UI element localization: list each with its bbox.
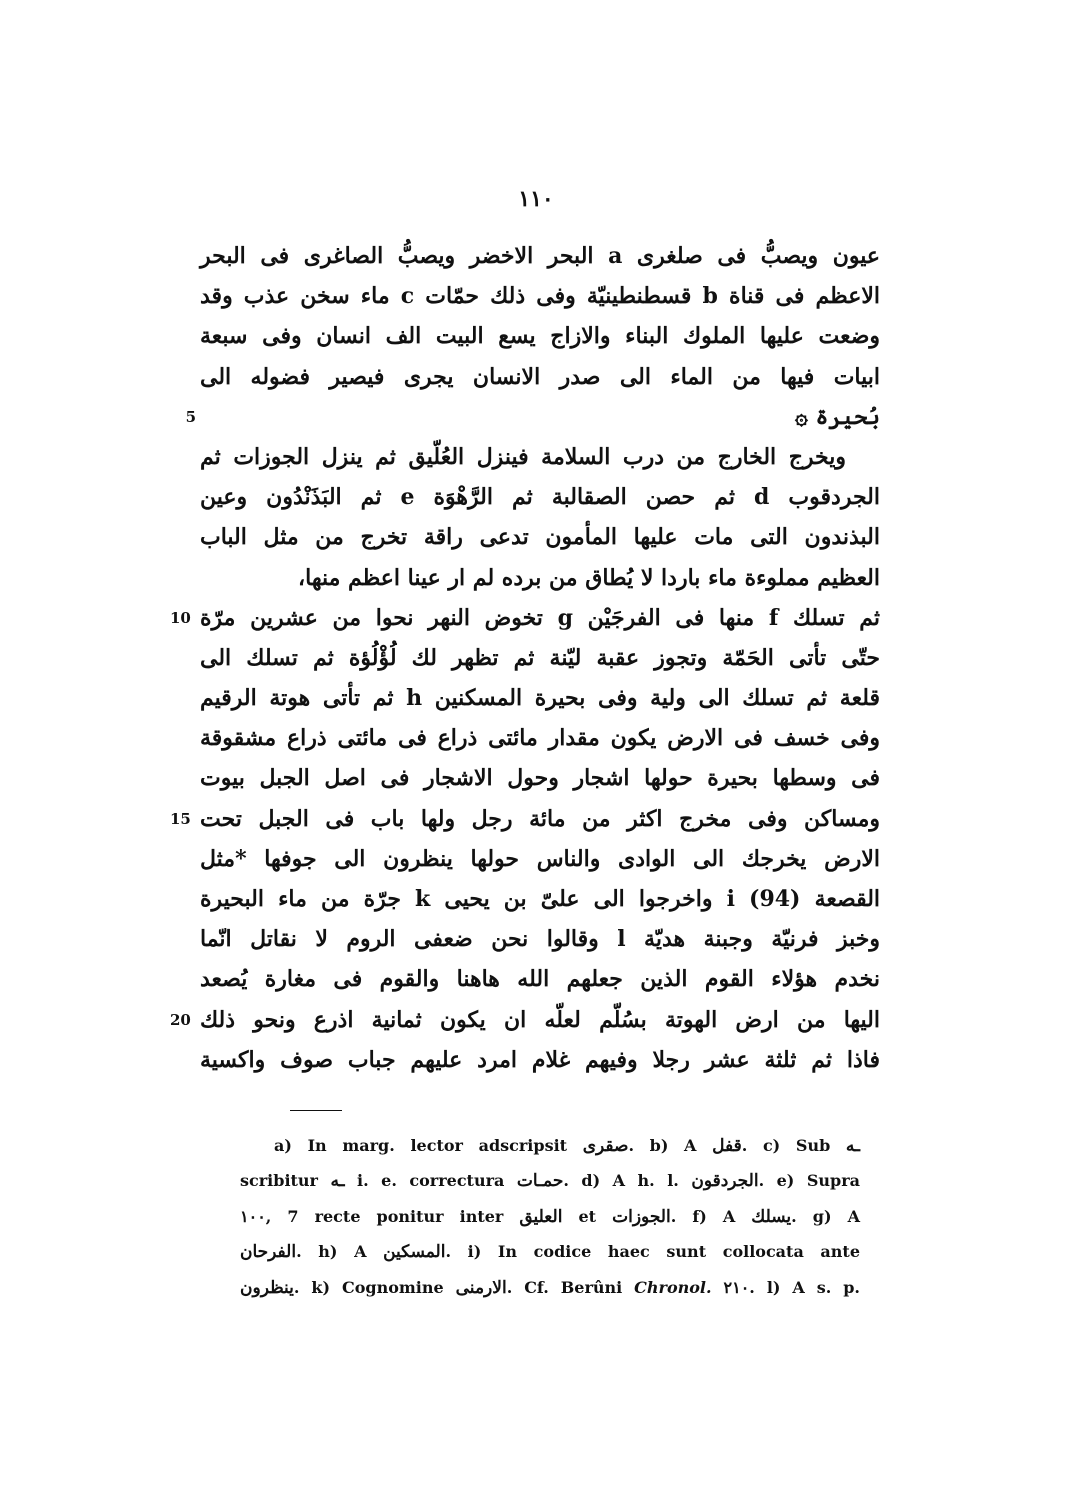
- line-text: ويخرج الخارج من درب السلامة فينزل العُلّيق ثم ينزل الجوزات ثم: [200, 443, 846, 470]
- footnote-i: i) In codice haec sunt collocata ante: [467, 1242, 860, 1262]
- footnote-f-arabic: يسلك: [751, 1206, 792, 1227]
- line-text: بُحيرة ۞: [794, 403, 880, 430]
- footnote-line: scribitur ـه i. e. correctura حمـات. d) A h. l. الجردقون. e) Supra: [240, 1171, 860, 1192]
- footnotes: [240, 1128, 860, 1305]
- footnote-divider: [290, 1110, 342, 1111]
- line-text: وخبز فرنيّة وجبنة هديّة l وقالوا نحن ضعفى الروم لا نقاتل انّما: [200, 926, 880, 953]
- line-text: عيون ويصبُّ فى صلغرى a البحر الاخضر ويصبُّ الصاغرى فى البحر: [200, 243, 880, 269]
- text-line: [200, 357, 880, 397]
- footnote-arabic: حمـات: [516, 1171, 564, 1192]
- text-line: [200, 558, 880, 598]
- footnote-g-arabic: الفرحان: [240, 1242, 297, 1263]
- text-line: [200, 678, 880, 718]
- footnote-a: a) In marg. lector adscripsit: [274, 1136, 568, 1155]
- text-line: [200, 718, 880, 758]
- line-text: قلعة ثم تسلك الى ولية وفى بحيرة المسكنين h ثم تأتى هوتة الرقيم: [200, 685, 881, 712]
- footnote-chronol: Chronol.: [634, 1277, 712, 1297]
- footnote-k-arabic: الارمنى: [455, 1277, 507, 1298]
- text-line: [200, 316, 880, 356]
- line-number: 20: [170, 1010, 191, 1029]
- footnote-ref: ٢١٠.: [723, 1277, 755, 1297]
- text-line: [200, 276, 880, 316]
- footnote-line: ١٠٠, 7 recte ponitur inter العليق et الجوزات. f) A يسلك. g) A: [240, 1206, 860, 1227]
- text-line: [170, 1000, 880, 1040]
- line-number: 10: [170, 608, 191, 627]
- line-text: الاعظم فى قناة b قسطنطينيّة وفى ذلك حمّات c ماء سخن عذب وقد: [200, 283, 880, 310]
- footnote-c: c) Sub: [762, 1136, 831, 1155]
- text-line: [170, 598, 881, 638]
- page-number: ١١٠: [518, 186, 554, 212]
- footnote-b: b) A: [649, 1136, 697, 1155]
- text-line: [200, 919, 880, 959]
- line-text: حتّى تأتى الحَمّة وتجوز عقبة ليّنة ثم تظهر لك لُؤْلُؤة ثم تسلك الى: [200, 644, 880, 671]
- text-line: [200, 959, 880, 999]
- footnote-i-arabic: ينظرون: [240, 1277, 294, 1298]
- line-text: العظيم مملوءة ماء باردا لا يُطاق من برده لم ار عينا اعظم منها،: [298, 564, 880, 591]
- footnote-g: g) A: [812, 1206, 860, 1226]
- text-line: [200, 437, 880, 477]
- line-text: وضعت عليها الملوك البناء والازاج يسع البيت الف انسان وفى سبعة: [200, 323, 880, 350]
- text-line: [200, 638, 880, 678]
- footnote-line: ينظرون. k) Cognomine الارمنى. Cf. Berûni Chronol. ٢١٠. l) A s. p.: [240, 1277, 860, 1298]
- footnote-text: ١٠٠, 7 recte ponitur inter: [240, 1206, 504, 1226]
- line-number: 15: [170, 809, 191, 828]
- text-line: [185, 397, 880, 437]
- text-line: [170, 799, 880, 839]
- text-line: [200, 517, 880, 557]
- footnote-l: l) A s. p.: [766, 1277, 860, 1297]
- footnote-c-arabic: ـه: [845, 1136, 861, 1156]
- footnote-text: et: [578, 1206, 597, 1226]
- footnote-h-arabic: المسكين: [383, 1242, 446, 1263]
- footnote-text: scribitur: [240, 1171, 318, 1191]
- line-text: الارض يخرجك الى الوادى والناس حولها ينظرون الى جوفها *مثل: [200, 845, 880, 872]
- footnote-f: f) A: [692, 1206, 736, 1226]
- footnote-arabic: ـه: [330, 1171, 345, 1192]
- line-text: فى وسطها بحيرة حولها اشجار وحول الاشجار فى اصل الجبل بيوت: [200, 765, 880, 792]
- line-text: اليها من ارض الهوتة بسُلّم لعلّه ان يكون ثمانية اذرع ونحو ذلك: [200, 1006, 880, 1033]
- line-text: ابيات فيها من الماء الى صدر الانسان يجرى فيصير فضوله الى: [200, 363, 880, 390]
- text-line: [200, 879, 880, 919]
- footnote-a-arabic: صقرى: [582, 1136, 629, 1156]
- footnote-arabic: العليق: [519, 1206, 563, 1227]
- text-line: [200, 839, 880, 879]
- footnote-cf: Cf. Berûni: [524, 1277, 623, 1297]
- text-line: [200, 236, 880, 276]
- footnote-h: h) A: [318, 1242, 367, 1262]
- footnote-k: k) Cognomine: [311, 1277, 444, 1297]
- footnote-line: a) In marg. lector adscripsit صقرى. b) A قفل. c) Sub ـه: [274, 1136, 861, 1156]
- line-number: 5: [185, 407, 196, 426]
- text-line: [200, 477, 880, 517]
- footnote-line: الفرحان. h) A المسكين. i) In codice haec sunt collocata ante: [240, 1242, 860, 1263]
- footnote-b-arabic: قفل: [712, 1136, 742, 1156]
- footnote-d: d) A h. l.: [581, 1171, 679, 1191]
- line-text: نخدم هؤلاء القوم الذين جعلهم الله هاهنا والقوم فى مغارة يُصعد: [200, 966, 880, 993]
- line-text: الجردقوب d ثم حصن الصقالبة ثم الرَّهْوَة e ثم البَذَنْدُون وعين: [200, 484, 880, 511]
- footnote-arabic: الجوزات: [612, 1206, 671, 1227]
- text-line: [200, 1040, 880, 1080]
- line-text: القصعة i (94) واخرجوا الى علىّ بن يحيى k جرّة من ماء البحيرة: [200, 886, 881, 912]
- footnote-text: i. e. correctura: [357, 1171, 505, 1191]
- line-text: البذندون التى مات عليها المأمون تدعى راقة تخرج من مثل الباب: [200, 524, 880, 551]
- line-text: فاذا ثم ثلثة عشر رجلا وفيهم غلام امرد عليهم جباب صوف واكسية: [200, 1046, 880, 1073]
- arabic-body-text: [170, 236, 881, 1080]
- line-text: وفى خسف فى الارض يكون مقدار مائتى ذراع فى مائتى ذراع مشقوقة: [200, 725, 880, 752]
- footnote-d-arabic: الجردقون: [691, 1171, 759, 1192]
- footnote-e: e) Supra: [776, 1171, 860, 1191]
- line-text: ومساكن وفى مخرج اكثر من مائة رجل ولها باب فى الجبل تحت: [200, 805, 880, 832]
- line-text: ثم تسلك f منها فى الفرجَيْن g تخوض النهر نحوا من عشرين مرّة: [200, 604, 881, 631]
- text-line: [200, 758, 880, 798]
